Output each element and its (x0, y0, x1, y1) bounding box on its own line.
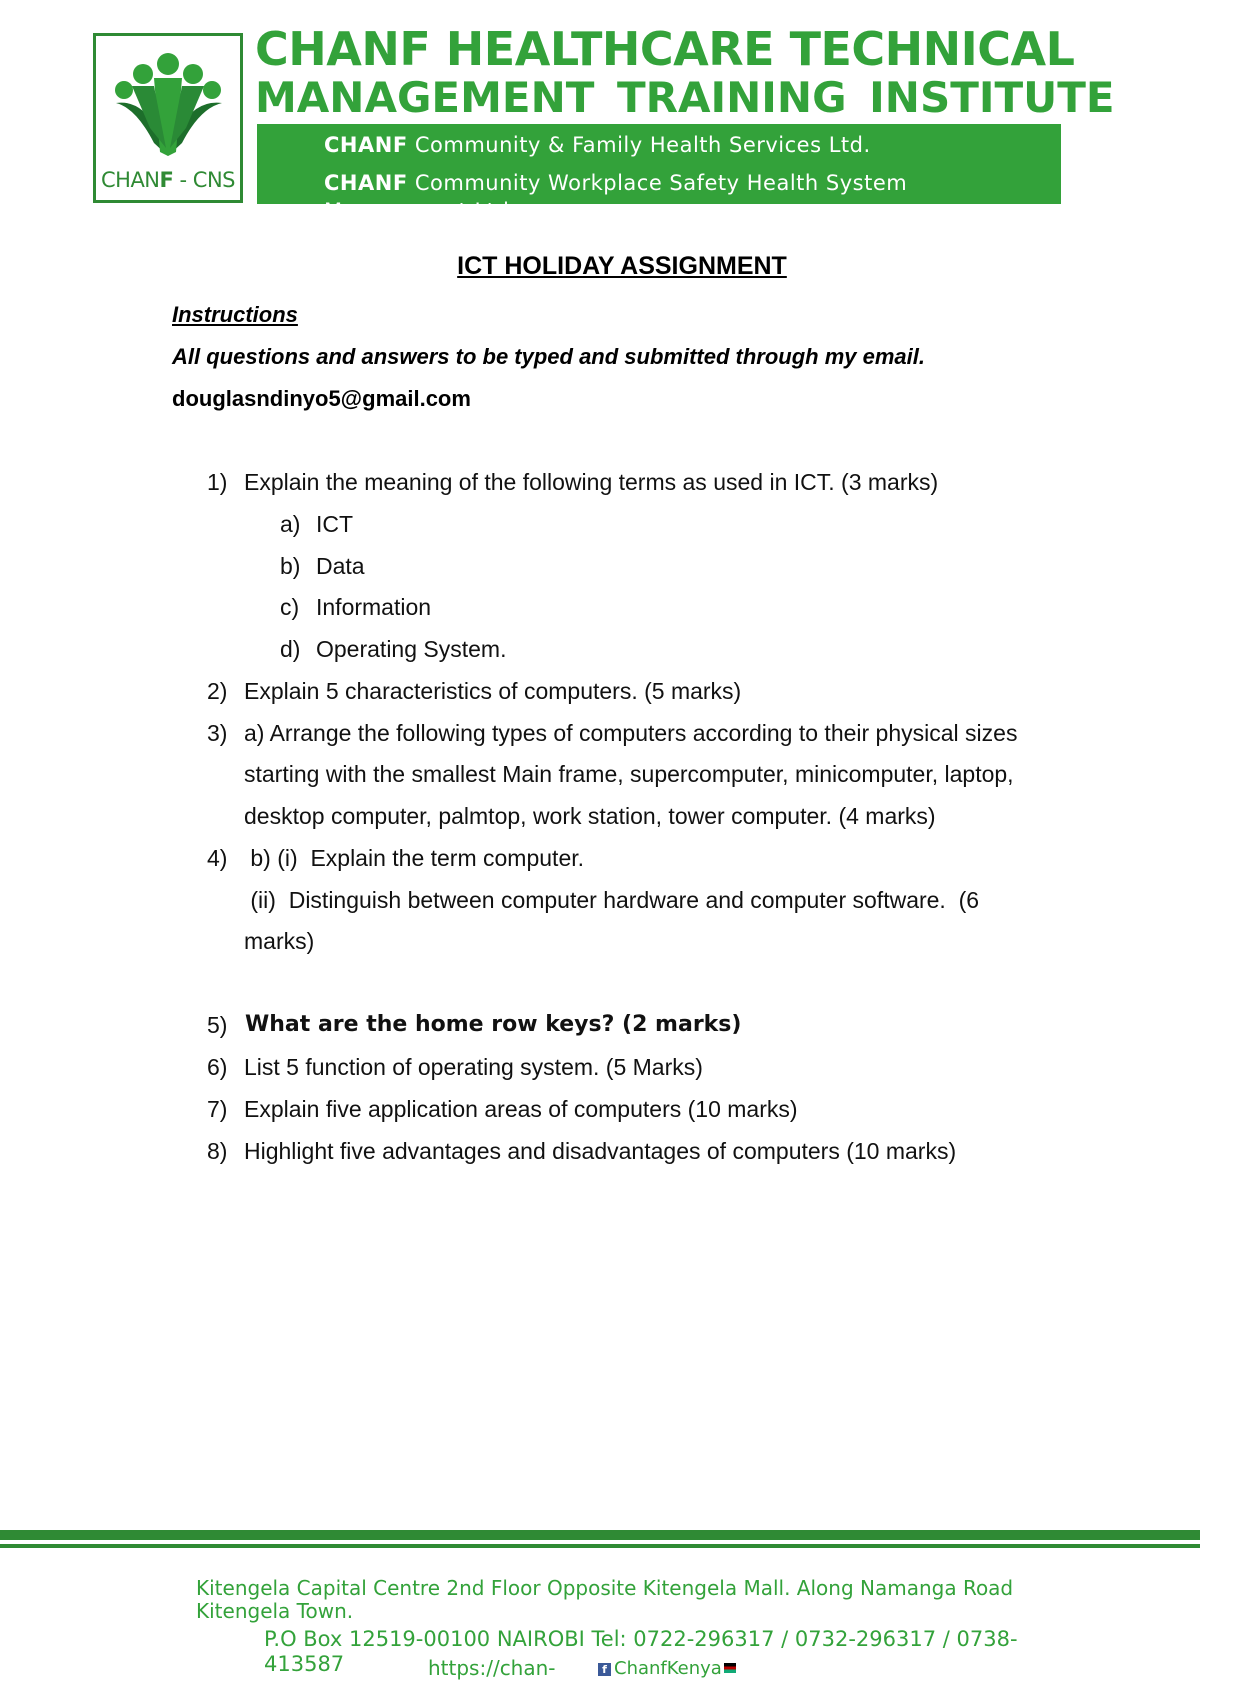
facebook-handle: ChanfKenya (614, 1658, 722, 1679)
question-3-line1: a) Arrange the following types of computers according to their physical sizes (244, 720, 1018, 746)
question-8: Highlight five advantages and disadvantages of computers (10 marks) (244, 1138, 957, 1164)
footer-address-line2: Kitengela Town. (196, 1599, 354, 1623)
footer-divider (0, 1530, 1200, 1540)
question-3-line2: starting with the smallest Main frame, supercomputer, minicomputer, laptop, (244, 761, 1014, 787)
facebook-icon: f (598, 1663, 611, 1676)
header-banner (257, 124, 1061, 223)
footer-contact-line2: 413587 (264, 1652, 345, 1676)
instructions-text: All questions and answers to be typed and submitted through my email. (172, 344, 925, 369)
footer-facebook-link[interactable] (598, 1658, 736, 1679)
people-group-icon (110, 48, 228, 158)
kenya-flag-icon (724, 1663, 736, 1673)
institute-name-line2: MANAGEMENT TRAINING INSTITUTE (255, 73, 1115, 122)
banner-line: CHANF Community Workplace Safety Health System (324, 171, 908, 195)
subitem-label: a) (280, 511, 301, 537)
question-number: 5) (207, 1012, 228, 1038)
question-7: Explain five application areas of computers (10 marks) (244, 1096, 798, 1122)
subitem-label: c) (280, 594, 300, 620)
question-4-line2: (ii) Distinguish between computer hardware and computer software. (6 (244, 887, 980, 913)
question-number: 2) (207, 678, 228, 704)
question-6: List 5 function of operating system. (5 Marks) (244, 1054, 703, 1080)
institute-logo (93, 33, 243, 203)
subitem-d: Operating System. (316, 636, 507, 662)
question-number: 6) (207, 1054, 228, 1080)
subitem-label: b) (280, 553, 301, 579)
question-1: Explain the meaning of the following terms as used in ICT. (3 marks) (244, 469, 939, 495)
question-4-line1: b) (i) Explain the term computer. (244, 845, 585, 871)
banner-line: Management Ltd. (324, 199, 517, 223)
question-number: 8) (207, 1138, 228, 1164)
banner-line: CHANF Community & Family Health Services Ltd. (324, 133, 871, 157)
instructions-heading: Instructions (172, 302, 298, 327)
question-4-line3: marks) (244, 928, 315, 954)
question-5: What are the home row keys? (2 marks) (245, 1012, 742, 1037)
logo-text: CHANF - CNS (100, 168, 236, 192)
footer-website-link[interactable]: https://chan- (428, 1656, 556, 1680)
subitem-a: ICT (316, 511, 354, 537)
subitem-b: Data (316, 553, 365, 579)
document-title: ICT HOLIDAY ASSIGNMENT (457, 252, 787, 280)
subitem-c: Information (316, 594, 432, 620)
footer-contact-line1: P.O Box 12519-00100 NAIROBI Tel: 0722-296317 / 0732-296317 / 0738- (264, 1627, 1018, 1651)
question-number: 3) (207, 720, 228, 746)
question-number: 1) (207, 469, 228, 495)
footer-address-line1: Kitengela Capital Centre 2nd Floor Opposite Kitengela Mall. Along Namanga Road (196, 1576, 1014, 1600)
institute-name-line1: CHANF HEALTHCARE TECHNICAL (255, 22, 1075, 76)
email-address: douglasndinyo5@gmail.com (172, 386, 471, 411)
footer-divider (0, 1544, 1200, 1548)
question-number: 4) (207, 845, 228, 871)
question-3-line3: desktop computer, palmtop, work station, tower computer. (4 marks) (244, 803, 936, 829)
question-2: Explain 5 characteristics of computers. (5 marks) (244, 678, 742, 704)
question-number: 7) (207, 1096, 228, 1122)
subitem-label: d) (280, 636, 301, 662)
